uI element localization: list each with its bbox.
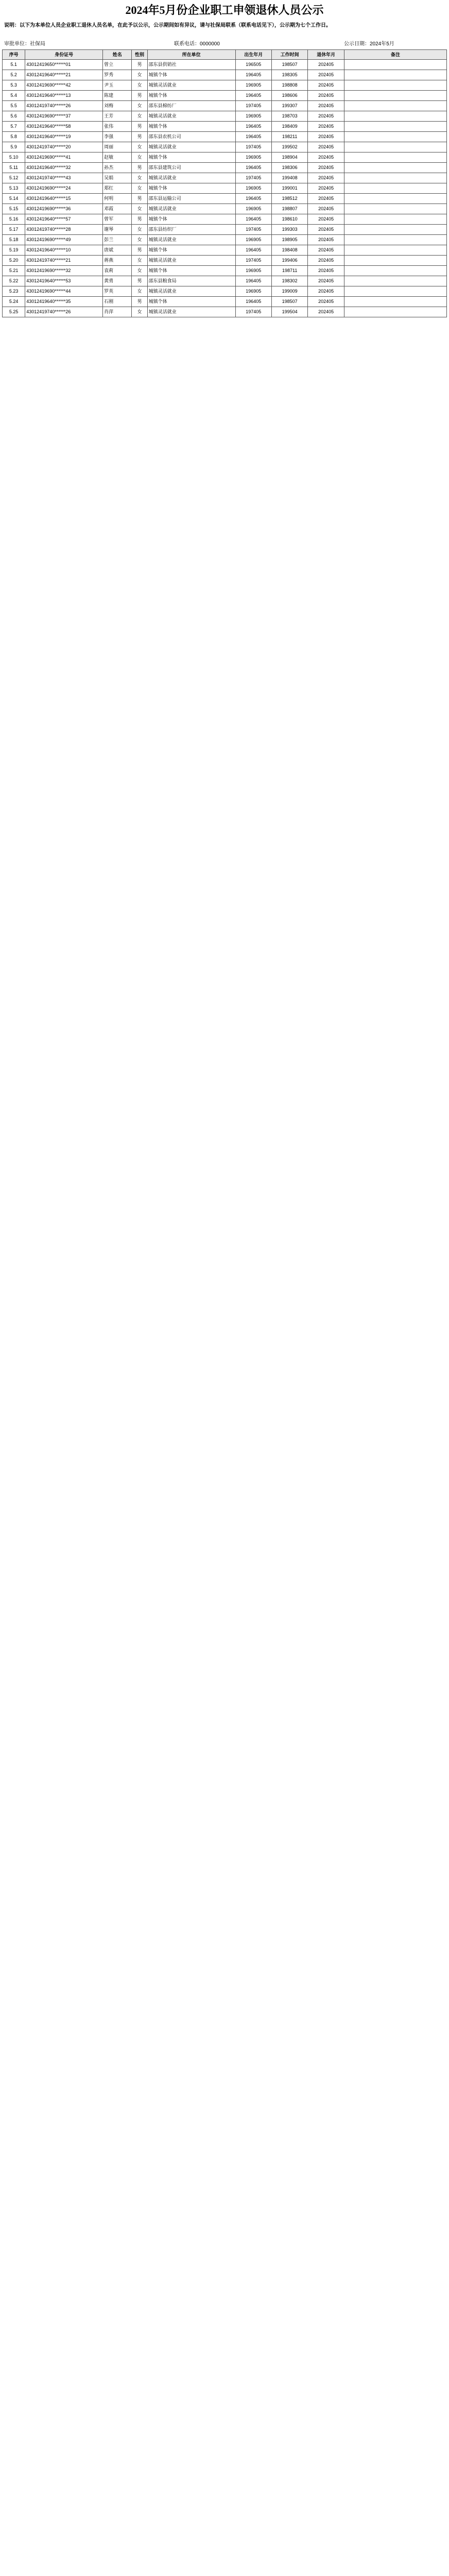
table-cell: 196405	[235, 194, 271, 204]
table-header	[3, 50, 447, 60]
table-cell: 男	[132, 214, 147, 225]
table-row	[3, 70, 447, 80]
table-cell: 城镇灵活就业	[147, 111, 235, 122]
table-cell: 43012419640******53	[25, 276, 103, 286]
table-cell: 男	[132, 194, 147, 204]
table-cell: 何明	[103, 194, 132, 204]
table-cell: 城镇个体	[147, 245, 235, 256]
table-row	[3, 111, 447, 122]
table-cell: 202405	[308, 173, 344, 183]
table-cell	[344, 183, 446, 194]
table-cell: 罗英	[103, 286, 132, 297]
table-cell: 199406	[271, 256, 307, 266]
table-cell: 女	[132, 101, 147, 111]
table-cell: 198507	[271, 297, 307, 307]
table-cell: 5.6	[3, 111, 25, 122]
table-cell	[344, 101, 446, 111]
table-cell: 5.14	[3, 194, 25, 204]
table-cell: 43012419690******41	[25, 152, 103, 163]
table-cell	[344, 204, 446, 214]
table-cell: 女	[132, 173, 147, 183]
table-cell: 5.1	[3, 60, 25, 70]
table-cell: 43012419640******15	[25, 194, 103, 204]
table-cell: 城镇个体	[147, 214, 235, 225]
table-cell: 男	[132, 163, 147, 173]
table-cell: 43012419640******21	[25, 70, 103, 80]
table-cell	[344, 214, 446, 225]
table-cell: 曾军	[103, 214, 132, 225]
table-cell: 198211	[271, 132, 307, 142]
table-cell: 199502	[271, 142, 307, 152]
table-cell: 谢琴	[103, 225, 132, 235]
table-cell: 袁莉	[103, 266, 132, 276]
table-cell: 198302	[271, 276, 307, 286]
table-cell: 202405	[308, 194, 344, 204]
table-cell	[344, 256, 446, 266]
table-cell: 城镇灵活就业	[147, 286, 235, 297]
retirement-table	[2, 49, 447, 317]
table-cell: 43012419640******10	[25, 245, 103, 256]
table-cell: 5.9	[3, 142, 25, 152]
table-cell: 男	[132, 276, 147, 286]
table-cell: 196405	[235, 163, 271, 173]
table-cell	[344, 276, 446, 286]
table-cell: 196905	[235, 286, 271, 297]
table-cell	[344, 152, 446, 163]
table-cell: 城镇个体	[147, 91, 235, 101]
table-cell: 43012419640******19	[25, 132, 103, 142]
table-cell: 197405	[235, 101, 271, 111]
table-cell: 城镇个体	[147, 266, 235, 276]
table-row	[3, 132, 447, 142]
table-cell: 男	[132, 132, 147, 142]
table-cell: 202405	[308, 122, 344, 132]
table-row	[3, 101, 447, 111]
table-cell: 202405	[308, 183, 344, 194]
table-cell: 202405	[308, 70, 344, 80]
table-cell: 196405	[235, 245, 271, 256]
table-cell: 5.7	[3, 122, 25, 132]
table-cell: 199307	[271, 101, 307, 111]
table-cell: 女	[132, 142, 147, 152]
table-cell: 196405	[235, 297, 271, 307]
table-row	[3, 163, 447, 173]
table-cell: 王芳	[103, 111, 132, 122]
table-cell: 202405	[308, 266, 344, 276]
table-cell: 196405	[235, 276, 271, 286]
table-cell: 邵东县供销社	[147, 60, 235, 70]
table-cell: 202405	[308, 60, 344, 70]
table-cell	[344, 245, 446, 256]
table-cell: 城镇个体	[147, 122, 235, 132]
table-cell: 197405	[235, 173, 271, 183]
table-cell: 198808	[271, 80, 307, 91]
table-cell: 5.22	[3, 276, 25, 286]
table-cell: 43012419740******28	[25, 225, 103, 235]
table-cell: 198408	[271, 245, 307, 256]
table-cell: 196905	[235, 152, 271, 163]
table-cell: 196405	[235, 132, 271, 142]
table-cell: 5.5	[3, 101, 25, 111]
table-cell: 5.20	[3, 256, 25, 266]
table-cell: 孙杰	[103, 163, 132, 173]
table-cell: 202405	[308, 132, 344, 142]
table-cell: 202405	[308, 256, 344, 266]
table-cell: 男	[132, 60, 147, 70]
table-cell: 199504	[271, 307, 307, 317]
table-cell: 202405	[308, 307, 344, 317]
table-cell: 198711	[271, 266, 307, 276]
table-cell: 43012419740******20	[25, 142, 103, 152]
table-cell	[344, 235, 446, 245]
table-row	[3, 276, 447, 286]
table-cell: 郑红	[103, 183, 132, 194]
table-cell: 198305	[271, 70, 307, 80]
table-row	[3, 173, 447, 183]
table-cell	[344, 173, 446, 183]
table-row	[3, 152, 447, 163]
table-cell: 43012419690******37	[25, 111, 103, 122]
table-cell: 43012419740******26	[25, 307, 103, 317]
table-cell: 城镇个体	[147, 297, 235, 307]
table-cell: 202405	[308, 245, 344, 256]
table-cell: 邵东县纺织厂	[147, 225, 235, 235]
table-cell: 202405	[308, 111, 344, 122]
table-cell	[344, 286, 446, 297]
table-cell: 198306	[271, 163, 307, 173]
table-cell: 邵东县建筑公司	[147, 163, 235, 173]
table-row	[3, 122, 447, 132]
table-body	[3, 60, 447, 317]
table-cell: 尹玉	[103, 80, 132, 91]
column-header: 退休年月	[308, 50, 344, 60]
table-cell: 5.25	[3, 307, 25, 317]
table-row	[3, 225, 447, 235]
table-cell: 女	[132, 183, 147, 194]
table-cell: 城镇灵活就业	[147, 307, 235, 317]
table-cell: 邵东县棉纺厂	[147, 101, 235, 111]
table-cell: 43012419740******26	[25, 101, 103, 111]
meta-unit: 审批单位：社保局	[4, 41, 45, 47]
table-row	[3, 286, 447, 297]
table-cell: 5.21	[3, 266, 25, 276]
table-cell: 196405	[235, 122, 271, 132]
table-cell: 196405	[235, 214, 271, 225]
table-cell: 43012419690******42	[25, 80, 103, 91]
table-cell: 5.16	[3, 214, 25, 225]
table-cell	[344, 70, 446, 80]
table-cell: 邓霞	[103, 204, 132, 214]
table-cell: 邵东县农机公司	[147, 132, 235, 142]
meta-line	[4, 40, 445, 48]
table-cell: 43012419690******49	[25, 235, 103, 245]
table-cell	[344, 225, 446, 235]
table-cell: 199001	[271, 183, 307, 194]
table-cell: 女	[132, 111, 147, 122]
table-cell: 202405	[308, 204, 344, 214]
table-cell	[344, 122, 446, 132]
table-row	[3, 307, 447, 317]
table-cell: 196405	[235, 91, 271, 101]
table-cell: 女	[132, 266, 147, 276]
table-cell: 女	[132, 70, 147, 80]
table-cell: 刘梅	[103, 101, 132, 111]
table-cell: 女	[132, 286, 147, 297]
table-cell: 赵敏	[103, 152, 132, 163]
table-cell: 男	[132, 245, 147, 256]
table-cell: 5.12	[3, 173, 25, 183]
table-cell: 43012419740******43	[25, 173, 103, 183]
table-cell	[344, 132, 446, 142]
table-cell: 197405	[235, 256, 271, 266]
table-cell: 196905	[235, 183, 271, 194]
table-row	[3, 194, 447, 204]
table-cell	[344, 111, 446, 122]
table-cell: 男	[132, 122, 147, 132]
table-row	[3, 297, 447, 307]
table-cell: 5.2	[3, 70, 25, 80]
table-cell: 198905	[271, 235, 307, 245]
table-cell: 198512	[271, 194, 307, 204]
table-cell: 男	[132, 297, 147, 307]
table-cell: 唐斌	[103, 245, 132, 256]
table-cell: 43012419640******35	[25, 297, 103, 307]
table-cell: 邵东县粮食局	[147, 276, 235, 286]
table-cell: 陈建	[103, 91, 132, 101]
table-cell: 43012419640******58	[25, 122, 103, 132]
table-cell: 202405	[308, 80, 344, 91]
table-cell: 197405	[235, 307, 271, 317]
table-cell: 5.19	[3, 245, 25, 256]
table-row	[3, 256, 447, 266]
table-cell	[344, 194, 446, 204]
column-header: 序号	[3, 50, 25, 60]
table-cell: 202405	[308, 225, 344, 235]
column-header: 工作时间	[271, 50, 307, 60]
table-cell: 5.17	[3, 225, 25, 235]
table-cell: 男	[132, 91, 147, 101]
table-cell: 196905	[235, 80, 271, 91]
table-cell: 43012419640******13	[25, 91, 103, 101]
table-cell: 5.3	[3, 80, 25, 91]
table-row	[3, 266, 447, 276]
table-cell: 43012419640******57	[25, 214, 103, 225]
table-cell: 彭兰	[103, 235, 132, 245]
table-cell: 202405	[308, 91, 344, 101]
table-cell: 5.8	[3, 132, 25, 142]
table-cell: 196905	[235, 111, 271, 122]
table-cell: 女	[132, 80, 147, 91]
table-cell: 城镇个体	[147, 70, 235, 80]
table-cell: 202405	[308, 142, 344, 152]
table-cell: 张伟	[103, 122, 132, 132]
table-cell: 43012419690******24	[25, 183, 103, 194]
table-cell: 邵东县运输公司	[147, 194, 235, 204]
table-row	[3, 91, 447, 101]
table-row	[3, 60, 447, 70]
table-cell	[344, 297, 446, 307]
table-row	[3, 183, 447, 194]
column-header: 备注	[344, 50, 446, 60]
table-cell: 202405	[308, 297, 344, 307]
table-cell: 蒋燕	[103, 256, 132, 266]
table-cell: 女	[132, 204, 147, 214]
table-cell: 周丽	[103, 142, 132, 152]
table-cell: 城镇灵活就业	[147, 256, 235, 266]
table-cell: 城镇个体	[147, 152, 235, 163]
table-cell: 5.10	[3, 152, 25, 163]
table-cell: 城镇个体	[147, 183, 235, 194]
table-cell: 198703	[271, 111, 307, 122]
table-cell: 城镇灵活就业	[147, 173, 235, 183]
table-cell	[344, 60, 446, 70]
table-cell: 43012419690******36	[25, 204, 103, 214]
column-header: 姓名	[103, 50, 132, 60]
table-cell: 199303	[271, 225, 307, 235]
table-cell	[344, 80, 446, 91]
table-cell: 5.4	[3, 91, 25, 101]
table-cell: 43012419690******32	[25, 266, 103, 276]
table-cell: 曾立	[103, 60, 132, 70]
table-cell	[344, 307, 446, 317]
table-cell: 罗秀	[103, 70, 132, 80]
column-header: 性别	[132, 50, 147, 60]
table-row	[3, 80, 447, 91]
table-cell: 李强	[103, 132, 132, 142]
table-cell: 196905	[235, 204, 271, 214]
table-row	[3, 142, 447, 152]
table-cell: 女	[132, 225, 147, 235]
table-cell: 女	[132, 307, 147, 317]
meta-date: 公示日期：2024年5月	[344, 41, 394, 47]
table-cell: 肖萍	[103, 307, 132, 317]
table-cell	[344, 142, 446, 152]
table-cell: 5.24	[3, 297, 25, 307]
table-cell: 198507	[271, 60, 307, 70]
page-title: 2024年5月份企业职工申领退休人员公示	[125, 4, 324, 16]
column-header: 身份证号	[25, 50, 103, 60]
table-cell: 女	[132, 152, 147, 163]
table-cell	[344, 266, 446, 276]
table-cell: 女	[132, 235, 147, 245]
table-cell: 城镇灵活就业	[147, 80, 235, 91]
table-cell	[344, 91, 446, 101]
table-cell: 城镇灵活就业	[147, 142, 235, 152]
table-cell: 199009	[271, 286, 307, 297]
table-cell: 198606	[271, 91, 307, 101]
table-cell: 吴娟	[103, 173, 132, 183]
table-cell: 202405	[308, 286, 344, 297]
table-cell: 202405	[308, 101, 344, 111]
table-row	[3, 235, 447, 245]
table-cell: 43012419740******21	[25, 256, 103, 266]
table-cell: 198807	[271, 204, 307, 214]
column-header: 所在单位	[147, 50, 235, 60]
table-cell: 5.13	[3, 183, 25, 194]
table-cell: 198610	[271, 214, 307, 225]
table-cell: 196405	[235, 70, 271, 80]
table-cell: 女	[132, 256, 147, 266]
table-cell: 198409	[271, 122, 307, 132]
table-cell: 202405	[308, 214, 344, 225]
table-cell: 202405	[308, 276, 344, 286]
table-cell: 196905	[235, 235, 271, 245]
column-header: 出生年月	[235, 50, 271, 60]
notice-text: 说明：以下为本单位人员企业职工退休人员名单，在此予以公示，公示期间如有异议，请与社保局联系（联系电话见下），公示期为七个工作日。	[4, 23, 331, 28]
table-cell: 石刚	[103, 297, 132, 307]
table-cell: 202405	[308, 152, 344, 163]
table-cell: 196905	[235, 266, 271, 276]
table-cell: 43012419690******44	[25, 286, 103, 297]
table-cell: 43012419650******01	[25, 60, 103, 70]
table-row	[3, 204, 447, 214]
table-row	[3, 214, 447, 225]
table-cell: 196505	[235, 60, 271, 70]
table-cell: 198904	[271, 152, 307, 163]
table-cell: 黄勇	[103, 276, 132, 286]
table-cell: 城镇灵活就业	[147, 204, 235, 214]
table-cell: 199408	[271, 173, 307, 183]
table-cell: 5.18	[3, 235, 25, 245]
table-cell: 5.23	[3, 286, 25, 297]
table-cell: 5.11	[3, 163, 25, 173]
table-row	[3, 245, 447, 256]
table-cell: 5.15	[3, 204, 25, 214]
table-cell: 43012419640******32	[25, 163, 103, 173]
table-cell: 197405	[235, 225, 271, 235]
table-cell: 城镇灵活就业	[147, 235, 235, 245]
meta-phone: 联系电话：0000000	[174, 41, 220, 47]
table-cell	[344, 163, 446, 173]
table-cell: 197405	[235, 142, 271, 152]
table-cell: 202405	[308, 235, 344, 245]
table-cell: 202405	[308, 163, 344, 173]
